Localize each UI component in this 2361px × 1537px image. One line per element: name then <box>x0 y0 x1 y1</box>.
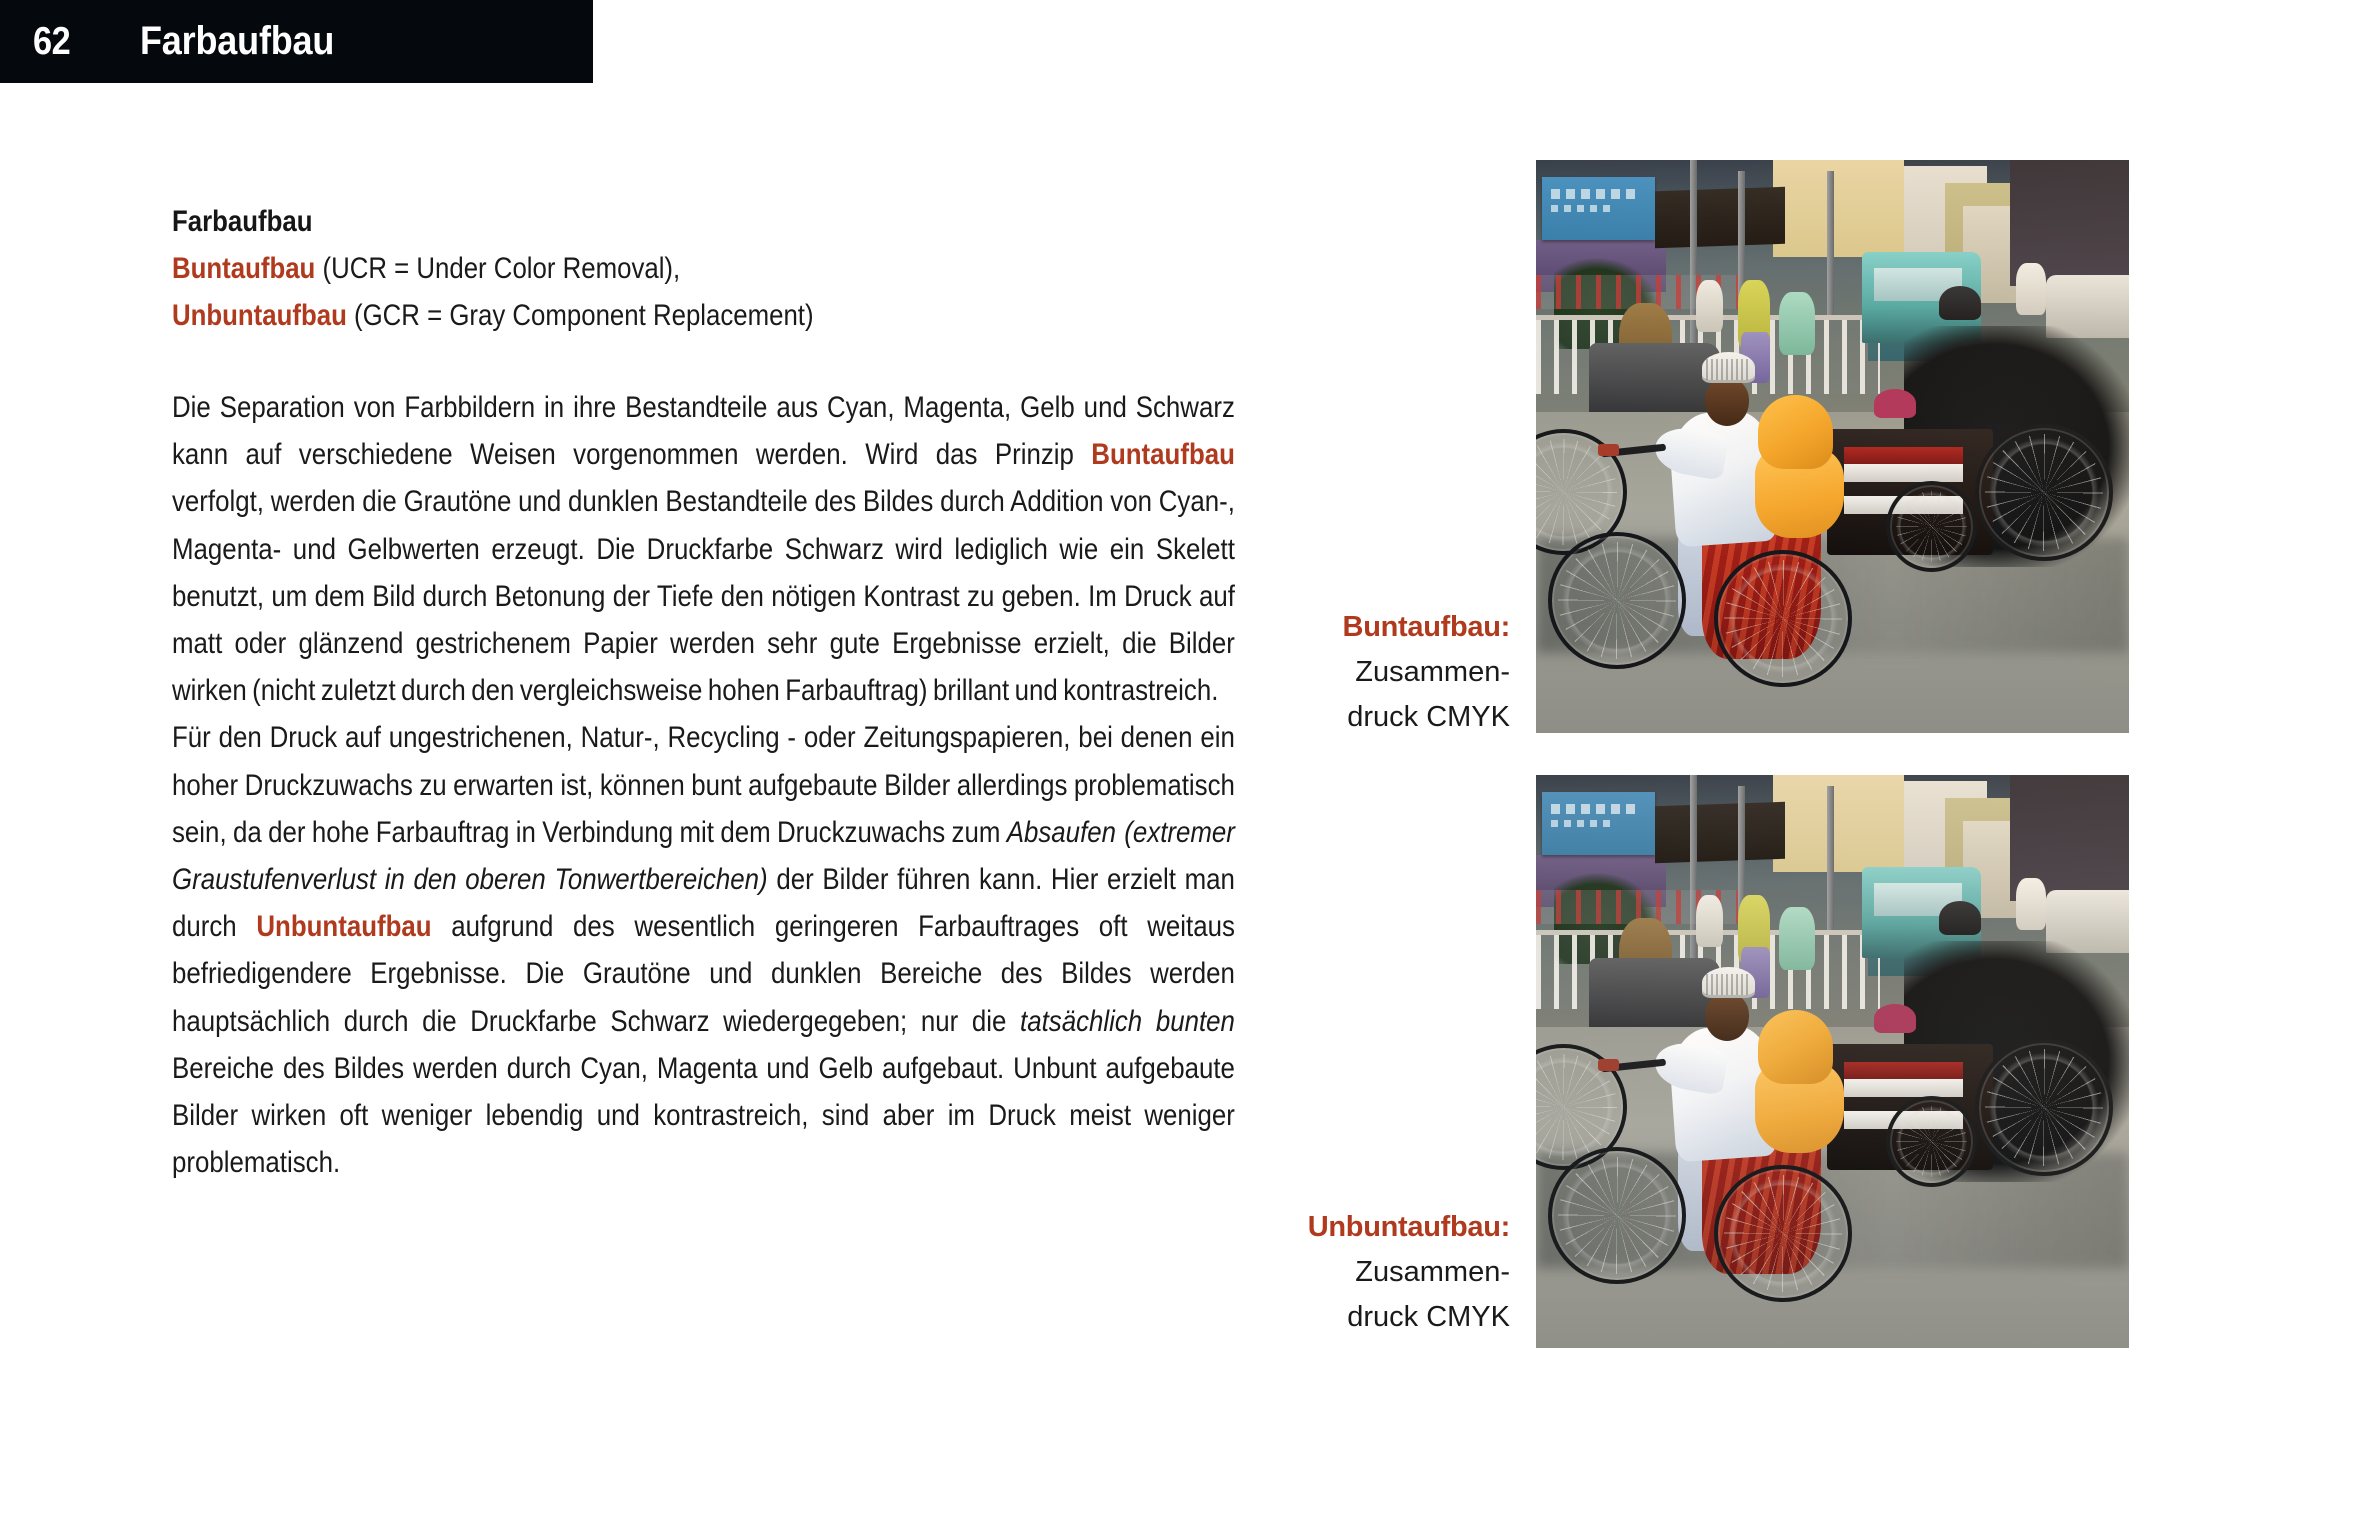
trishaw-red-panel <box>1844 447 1963 464</box>
hat-dark <box>1939 286 1981 320</box>
body-copy <box>172 384 1235 1186</box>
hat-dark <box>1939 901 1981 935</box>
passenger-headscarf <box>1758 395 1832 469</box>
building-yellow <box>1773 160 1903 257</box>
caption-unbuntaufbau-line2: druck CMYK <box>1347 1301 1510 1333</box>
wheel-spokes <box>1985 1049 2103 1166</box>
paragraph-1 <box>172 384 1235 714</box>
wheel-spokes <box>1558 542 1676 659</box>
photo-buntaufbau <box>1536 160 2129 733</box>
p2-italic-tatsaechlich-bunten: tatsächlich bunten <box>1020 1004 1235 1038</box>
pedestrian-mint <box>1779 292 1815 355</box>
utility-pole-3 <box>1827 171 1834 320</box>
cyclist-cap <box>1702 352 1755 384</box>
page-title: Farbaufbau <box>140 19 335 63</box>
passenger-headscarf <box>1758 1010 1832 1084</box>
bicycle-handgrip <box>1598 1059 1619 1072</box>
p2-part-b: der Bilder führen kann. Hier erzielt man durch <box>172 863 1235 944</box>
cyclist-cap <box>1702 967 1755 999</box>
trishaw-seat <box>1874 1004 1916 1033</box>
stall-canopy <box>1655 186 1785 248</box>
bicycle-wheel-right <box>1975 1039 2113 1176</box>
trishaw-seat <box>1874 389 1916 418</box>
p2-part-d: Bereiche des Bildes werden durch Cyan, Magenta und Gelb aufgebaut. Unbunt aufgebaute Bilder wirken oft weniger lebendig und kontrastreich, sind aber im Druck meist weniger problematisch. <box>172 1051 1235 1180</box>
bicycle-front-wheel <box>1548 1147 1686 1284</box>
wheel-spokes <box>1896 491 1967 562</box>
billboard-sign <box>1542 792 1655 855</box>
trishaw-wheel <box>1886 1096 1977 1187</box>
building-yellow <box>1773 775 1903 872</box>
p1-part-a: Die Separation von Farbbildern in ihre Bestandteile aus Cyan, Magenta, Gelb und Schwarz kann auf verschiedene Weisen vorgenommen werden. Wird das Prinzip <box>172 391 1235 472</box>
lead-heading: Farbaufbau <box>172 205 313 238</box>
bicycle-wheel-right <box>1975 424 2113 561</box>
p1-part-b: verfolgt, werden die Grautöne und dunklen Bestandteile des Bildes durch Addition von Cyan-, Magenta- und Gelbwerten erzeugt. Die Druckfarbe Schwarz wird lediglich wie ein Skelett benutzt, um dem Bild durch Betonung der Tiefe den nötigen Kontrast zu geben. Im Druck auf matt oder glänzend gestrichenem Papier werden sehr gute Ergebnisse erzielt, die Bilder wirken (nicht zuletzt durch den vergleichsweise hohen Farbauftrag) brillant und kontrastreich. <box>172 485 1235 708</box>
street-scene-illustration <box>1536 160 2129 733</box>
wheel-spokes <box>1724 560 1842 677</box>
p2-italic-absaufen: Absaufen (extremer Graustufenverlust in den oberen Tonwertbereichen) <box>172 815 1235 897</box>
lead-accent-buntaufbau: Buntaufbau <box>172 252 316 285</box>
utility-pole-3 <box>1827 786 1834 935</box>
photo-unbuntaufbau <box>1536 775 2129 1348</box>
caption-buntaufbau <box>1180 605 1510 740</box>
lead-text-ucr: (UCR = Under Color Removal), <box>315 252 681 285</box>
lead-line-ucr <box>172 245 1232 292</box>
billboard-sign <box>1542 177 1655 240</box>
p2-part-a: Für den Druck auf ungestrichenen, Natur-, Recycling - oder Zeitungspapieren, bei denen ein hoher Druckzuwachs zu erwarten ist, können bunt aufgebaute Bilder allerdings problematisch sein, da der hohe Farbauftrag in Verbindung mit dem Druckzuwachs zum <box>172 721 1235 849</box>
paragraph-2 <box>172 714 1235 1186</box>
pedestrian-far-right <box>2016 878 2046 930</box>
p2-accent-unbuntaufbau: Unbuntaufbau <box>256 910 432 944</box>
page-number: 62 <box>33 19 71 63</box>
trishaw-stripe-1 <box>1844 1079 1963 1097</box>
bicycle-front-wheel <box>1548 532 1686 669</box>
p2-part-c: aufgrund des wesentlich geringeren Farbauftrages oft weitaus befriedigendere Ergebnisse. Die Grautöne und dunklen Bereiche des Bildes werden hauptsächlich durch die Druckfarbe Schwarz wiedergegeben; nur die <box>172 910 1235 1038</box>
lead-line-gcr <box>172 292 1232 339</box>
pedestrian-far-right <box>2016 263 2046 315</box>
caption-unbuntaufbau-line1: Zusammen- <box>1355 1256 1510 1288</box>
trishaw-wheel <box>1886 481 1977 572</box>
p1-accent-buntaufbau: Buntaufbau <box>1091 438 1235 472</box>
bicycle-rear-wheel <box>1714 1165 1852 1302</box>
street-scene-illustration <box>1536 775 2129 1348</box>
page-header-bar <box>0 0 593 83</box>
pedestrian-mint <box>1779 907 1815 970</box>
caption-unbuntaufbau-title: Unbuntaufbau: <box>1307 1211 1510 1243</box>
text-column <box>172 198 1235 1186</box>
wheel-spokes <box>1558 1157 1676 1274</box>
caption-buntaufbau-line2: druck CMYK <box>1347 701 1510 733</box>
wheel-spokes <box>1985 434 2103 551</box>
pedestrian-white <box>1696 280 1723 332</box>
wheel-spokes <box>1724 1175 1842 1292</box>
wheel-spokes <box>1896 1106 1967 1177</box>
trishaw-stripe-1 <box>1844 464 1963 482</box>
caption-buntaufbau-title: Buntaufbau: <box>1342 611 1510 643</box>
stall-canopy <box>1655 801 1785 863</box>
lead-accent-unbuntaufbau: Unbuntaufbau <box>172 299 347 332</box>
pedestrian-white <box>1696 895 1723 947</box>
caption-buntaufbau-line1: Zusammen- <box>1355 656 1510 688</box>
bicycle-rear-wheel <box>1714 550 1852 687</box>
lead-text-gcr: (GCR = Gray Component Replacement) <box>346 299 814 332</box>
bicycle-handgrip <box>1598 444 1619 457</box>
trishaw-red-panel <box>1844 1062 1963 1079</box>
caption-unbuntaufbau <box>1180 1205 1510 1340</box>
